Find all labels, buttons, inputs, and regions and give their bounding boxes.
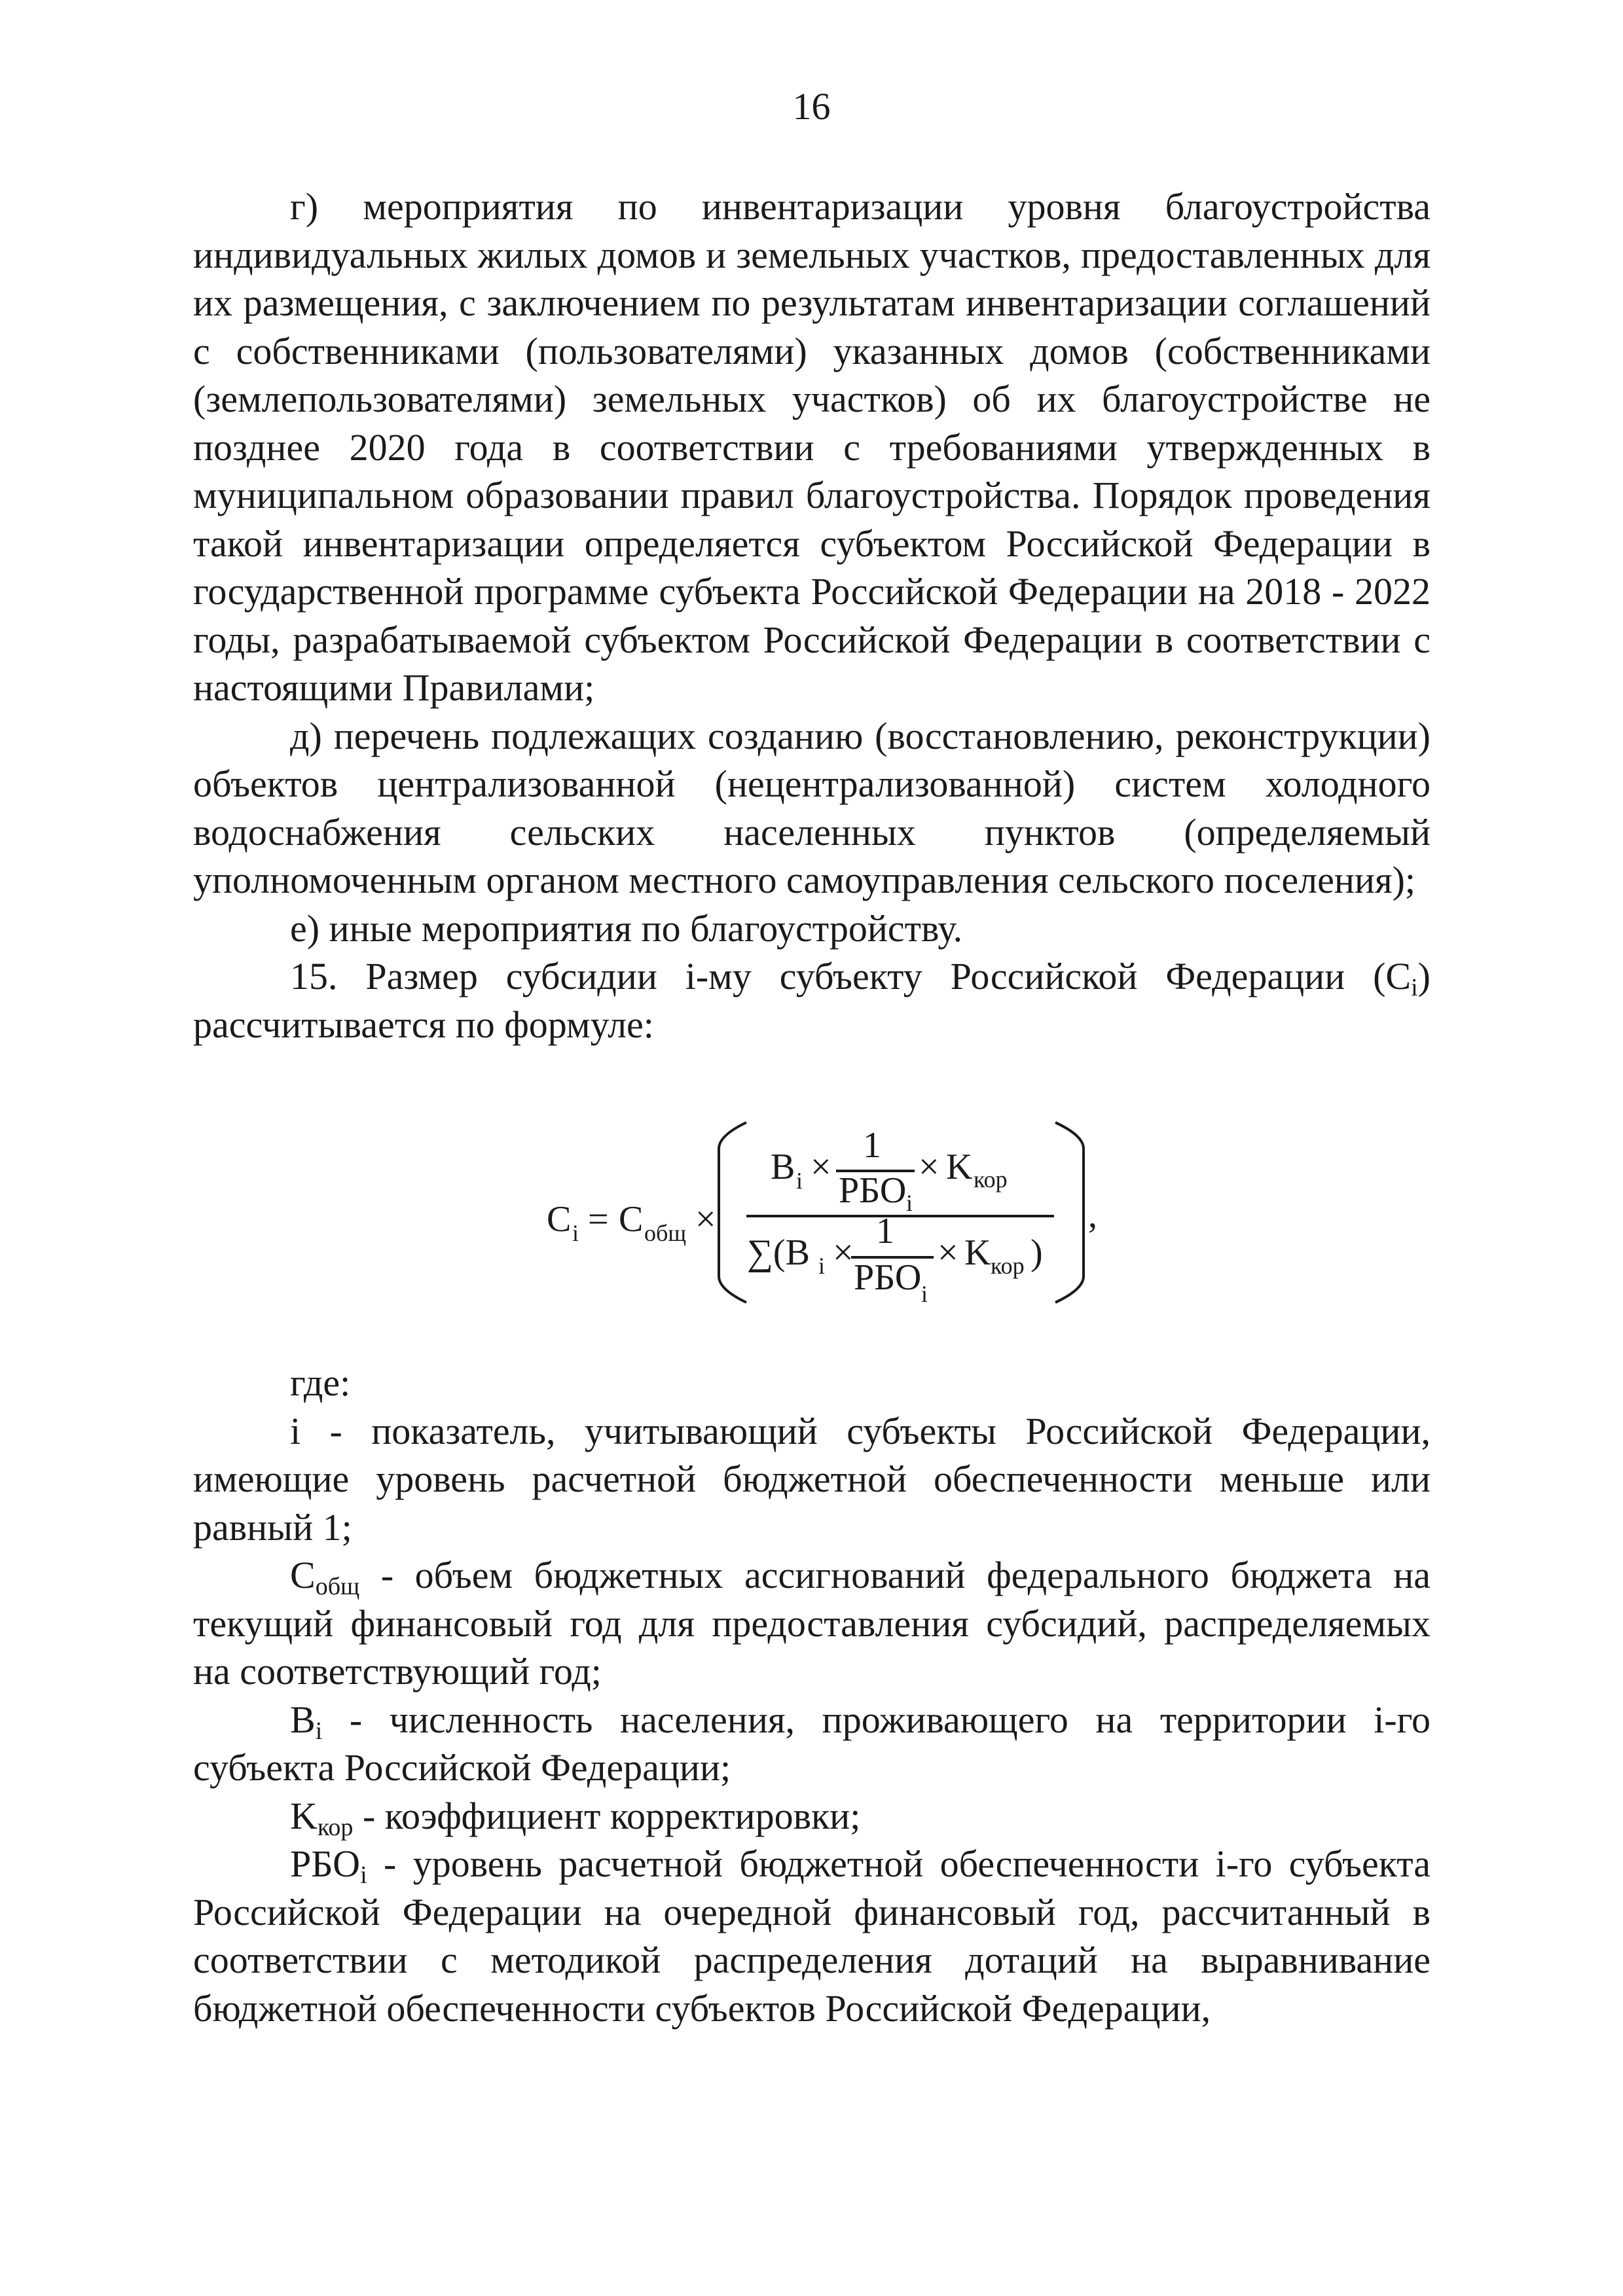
definition-k-sub: кор — [317, 1813, 354, 1841]
page-number: 16 — [792, 85, 831, 128]
paragraph-15 — [193, 952, 1431, 1049]
definition-b-sub: i — [315, 1717, 323, 1745]
body-text-bottom — [193, 1359, 1431, 2032]
definition-b-symbol: B — [290, 1698, 316, 1741]
formula-den-times-1: × — [833, 1232, 854, 1273]
definition-i-text: - показатель, учитывающий субъекты Российской Федерации, имеющие уровень расчетной бюджетной обеспеченности меньше или равный 1; — [193, 1409, 1431, 1549]
subsidy-formula — [0, 1113, 1623, 1322]
definition-c-total-symbol: C — [290, 1554, 316, 1596]
formula-den-one: 1 — [876, 1211, 894, 1251]
formula-total: C — [619, 1199, 644, 1240]
formula-den-b-sub: i — [818, 1253, 826, 1279]
definition-b — [193, 1696, 1431, 1792]
formula-left-paren — [719, 1122, 746, 1302]
formula-den-rbo: РБО — [854, 1257, 922, 1298]
formula-right-paren — [1055, 1122, 1084, 1302]
paragraph-15-end: ) рассчитывается по формуле: — [193, 955, 1431, 1046]
formula-lhs-sub: i — [572, 1220, 579, 1246]
formula-svg — [0, 1113, 1623, 1322]
formula-num-b: B — [771, 1147, 795, 1187]
formula-num-k: K — [946, 1147, 973, 1187]
formula-den-k: K — [964, 1232, 991, 1273]
formula-num-b-sub: i — [796, 1168, 803, 1194]
formula-comma: , — [1088, 1195, 1097, 1236]
paragraph-15-start: 15. Размер субсидии i-му субъекту Российской Федерации (C — [290, 955, 1412, 997]
formula-times-1: × — [695, 1199, 716, 1240]
formula-num-rbo-sub: i — [906, 1190, 913, 1216]
definition-i — [193, 1407, 1431, 1552]
where-label: где: — [290, 1361, 351, 1404]
paragraph-15-subscript: i — [1411, 974, 1418, 1001]
definition-rbo-sub: i — [360, 1861, 367, 1889]
definition-c-total-sub: общ — [315, 1573, 360, 1600]
paragraph-e: е) иные мероприятия по благоустройству. — [290, 906, 963, 950]
definition-c-total — [193, 1551, 1431, 1696]
formula-equals: = — [588, 1199, 609, 1240]
paragraph-g: г) мероприятия по инвентаризации уровня благоустройства индивидуальных жилых домов и земельных участков, предоставленных для их размещения, с заключением по результатам инвентаризации соглашений с собственниками (пользователями) указанных домов (собственниками (землепользователями) земельных участков) об их благоустройстве не позднее 2020 года в соответствии с требованиями утвержденных в муниципальном образовании правил благоустройства. Порядок проведения такой инвентаризации определяется субъектом Российской Федерации в государственной программе субъекта Российской Федерации на 2018 - 2022 годы, разрабатываемой субъектом Российской Федерации в соответствии с настоящими Правилами; — [193, 185, 1431, 709]
definition-rbo-text: - уровень расчетной бюджетной обеспеченности i-го субъекта Российской Федерации на очередной финансовый год, рассчитанный в соответствии с методикой распределения дотаций на выравнивание бюджетной обеспеченности субъектов Российской Федерации, — [193, 1842, 1431, 2030]
formula-num-one: 1 — [863, 1125, 881, 1166]
formula-lhs: C — [547, 1199, 572, 1240]
formula-den-sum: ∑(B — [747, 1232, 810, 1273]
formula-total-sub: общ — [644, 1220, 687, 1246]
formula-den-close-paren: ) — [1030, 1232, 1043, 1273]
definition-c-total-text: - объем бюджетных ассигнований федерального бюджета на текущий финансовый год для предоставления субсидий, распределяемых на соответствующий год; — [193, 1554, 1431, 1693]
definition-i-symbol: i — [290, 1409, 301, 1452]
formula-num-times-1: × — [811, 1147, 831, 1187]
paragraph-d: д) перечень подлежащих созданию (восстановлению, реконструкции) объектов централизованной (нецентрализованной) систем холодного водоснабжения сельских населенных пунктов (определяемый уполномоченным органом местного самоуправления сельского поселения); — [193, 714, 1431, 901]
formula-den-times-2: × — [938, 1232, 958, 1273]
formula-num-times-2: × — [919, 1147, 939, 1187]
definition-rbo — [193, 1840, 1431, 2032]
definition-k — [193, 1792, 1431, 1840]
formula-den-rbo-sub: i — [921, 1281, 928, 1307]
definition-rbo-symbol: РБО — [290, 1842, 361, 1885]
formula-num-k-sub: кор — [974, 1166, 1008, 1193]
definition-k-symbol: K — [290, 1794, 318, 1837]
body-text-top — [193, 183, 1431, 1049]
formula-den-k-sub: кор — [991, 1253, 1025, 1279]
definition-k-text: - коэффициент корректировки; — [353, 1794, 861, 1837]
formula-num-rbo: РБО — [839, 1170, 907, 1211]
definition-b-text: - численность населения, проживающего на территории i-го субъекта Российской Федерации; — [193, 1698, 1431, 1789]
